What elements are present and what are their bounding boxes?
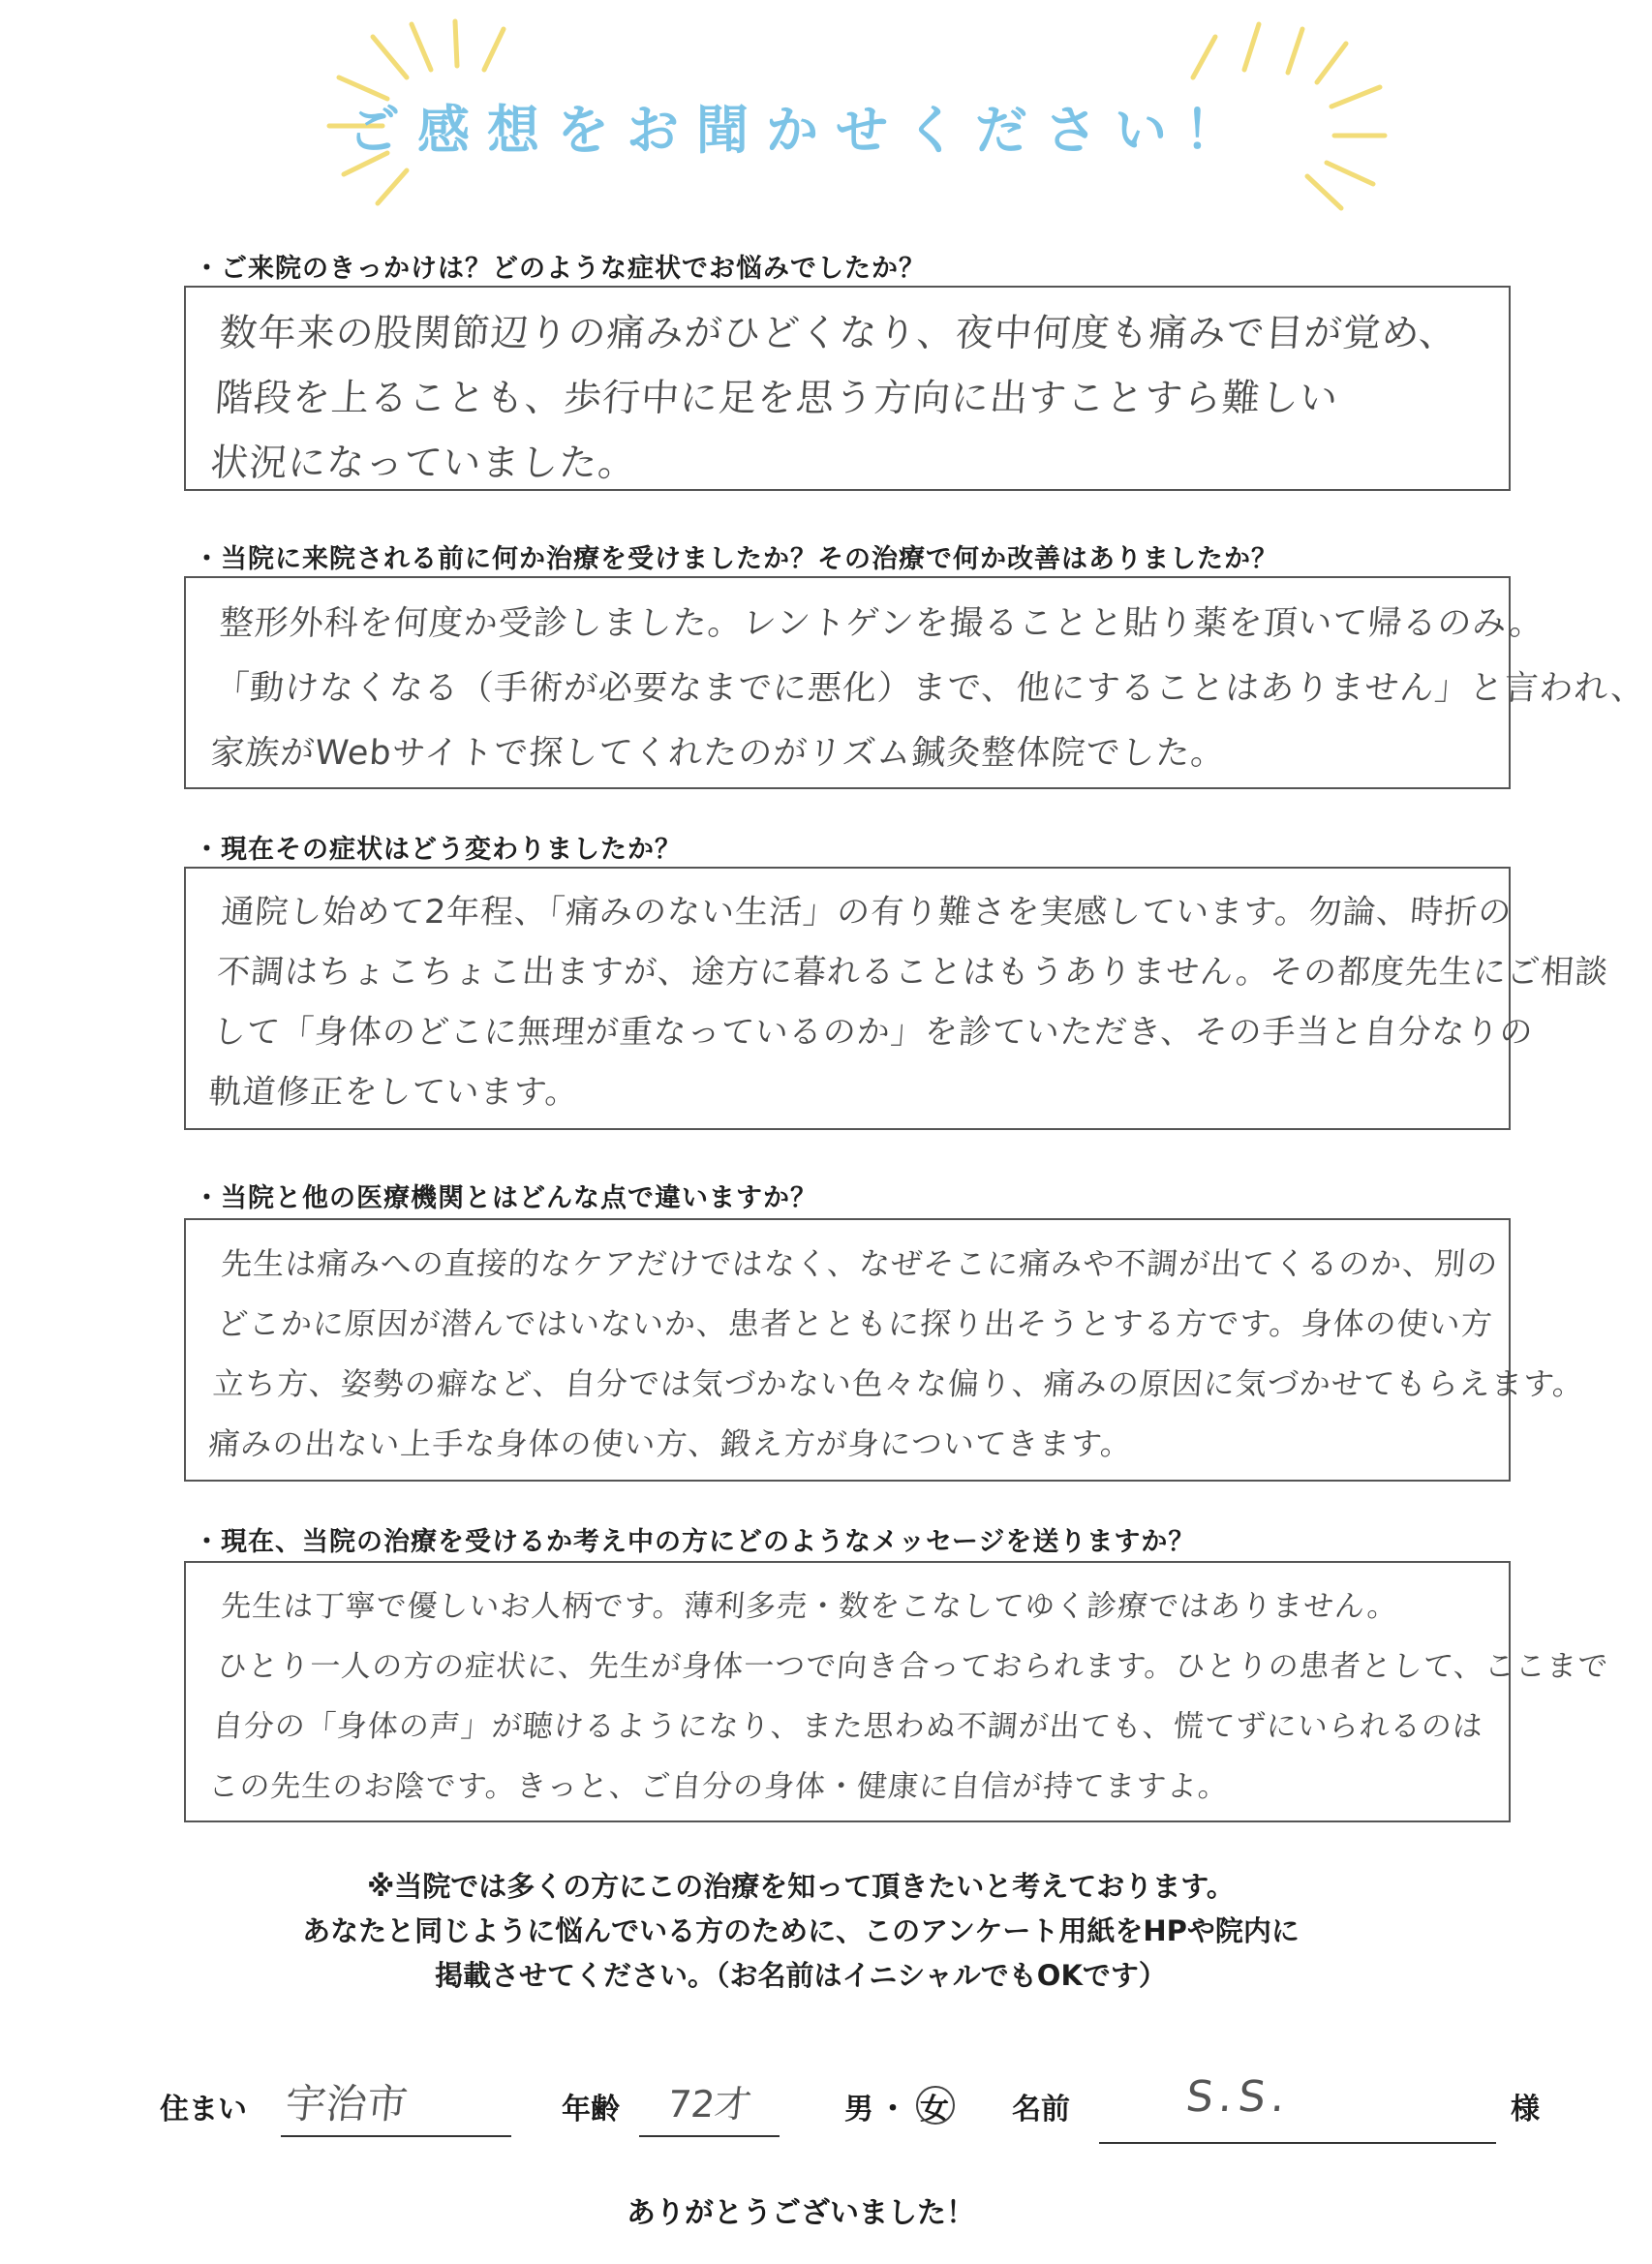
answer-line: 立ち方、姿勢の癖など、自分では気づかない色々な偏り、痛みの原因に気づかせてもらえます。 xyxy=(211,1365,1586,1402)
question-1: ・ご来院のきっかけは？どのような症状でお悩みでしたか？ xyxy=(194,254,926,284)
notice-line: 掲載させてください。（お名前はイニシャルでもOKです） xyxy=(435,1959,1167,1992)
answer-box-1 xyxy=(184,286,1511,491)
question-2: ・当院に来院される前に何か治療を受けましたか？その治療で何か改善はありましたか？ xyxy=(194,544,1278,574)
answer-line: 軌道修正をしています。 xyxy=(207,1073,581,1112)
gender-male: 男 xyxy=(844,2093,873,2126)
survey-header xyxy=(0,0,1602,223)
answer-line: ひとり一人の方の症状に、先生が身体一つで向き合っておられます。ひとりの患者として、ここまで xyxy=(215,1649,1610,1684)
residence-label: 住まい xyxy=(160,2093,247,2126)
answer-line: 階段を上ることも、歩行中に足を思う方向に出すことすら難しい xyxy=(213,377,1340,420)
answer-text-2 xyxy=(208,592,1647,786)
age-value: 72才 xyxy=(665,2083,754,2126)
age-label: 年齢 xyxy=(562,2093,620,2126)
residence-underline xyxy=(281,2135,511,2137)
answer-line: 痛みの出ない上手な身体の使い方、鍛え方が身についてきます。 xyxy=(207,1425,1134,1462)
answer-line: この先生のお陰です。きっと、ご自分の身体・健康に自信が持てますよ。 xyxy=(207,1769,1231,1804)
answer-line: 整形外科を何度か受診しました。レントゲンを撮ることと貼り薬を頂いて帰るのみ。 xyxy=(218,604,1545,643)
answer-box-5 xyxy=(184,1561,1610,1822)
answer-line: 通院し始めて2年程、「痛みのない生活」の有り難さを実感しています。勿論、時折の xyxy=(220,893,1514,932)
consent-notice xyxy=(0,1864,1602,1998)
gender-female: 女 xyxy=(920,2093,949,2126)
answer-text-3 xyxy=(206,882,1610,1122)
page-title: ご感想をお聞かせください！ xyxy=(348,100,1254,161)
answer-line: 先生は丁寧で優しいお人柄です。薄利多売・数をこなしてゆく診療ではありません。 xyxy=(220,1589,1400,1624)
age-underline xyxy=(639,2135,780,2137)
answer-box-3 xyxy=(184,867,1610,1130)
thanks-message: ありがとうございました！ xyxy=(627,2196,975,2230)
notice-line: ※当院では多くの方にこの治療を知って頂きたいと考えております。 xyxy=(367,1870,1235,1903)
notice-line: あなたと同じように悩んでいる方のために、このアンケート用紙をHPや院内に xyxy=(302,1914,1300,1947)
answer-text-4 xyxy=(206,1234,1586,1474)
answer-line: 不調はちょこちょこ出ますが、途方に暮れることはもうありません。その都度先生にご相談 xyxy=(215,953,1610,992)
answer-line: 数年来の股関節辺りの痛みがひどくなり、夜中何度も痛みで目が覚め、 xyxy=(218,312,1459,355)
answer-box-2 xyxy=(184,576,1647,789)
answer-line: どこかに原因が潜んではいないか、患者とともに探り出そうとする方です。身体の使い方 xyxy=(215,1305,1494,1342)
gender-separator: ・ xyxy=(878,2093,907,2126)
answer-text-5 xyxy=(206,1576,1610,1817)
gender-selected-circle-icon xyxy=(916,2086,955,2125)
answer-line: 先生は痛みへの直接的なケアだけではなく、なぜそこに痛みや不調が出てくるのか、別の xyxy=(220,1245,1500,1282)
answer-line: 家族がWebサイトで探してくれたのがリズム鍼灸整体院でした。 xyxy=(208,734,1227,773)
question-3: ・現在その症状はどう変わりましたか？ xyxy=(194,835,682,865)
answer-line: 自分の「身体の声」が聴けるようになり、また思わぬ不調が出ても、慌てずにいられるのは xyxy=(211,1709,1485,1744)
question-4: ・当院と他の医療機関とはどんな点で違いますか？ xyxy=(194,1183,817,1213)
answer-line: 状況になっていました。 xyxy=(208,442,638,485)
honorific: 様 xyxy=(1511,2093,1540,2126)
answer-line: して「身体のどこに無理が重なっているのか」を診ていただき、その手当と自分なりの xyxy=(211,1013,1535,1052)
answer-text-1 xyxy=(208,301,1496,496)
answer-line: 「動けなくなる（手術が必要なまでに悪化）まで、他にすることはありません」と言われ、 xyxy=(213,669,1647,708)
question-5: ・現在、当院の治療を受けるか考え中の方にどのようなメッセージを送りますか？ xyxy=(194,1527,1196,1557)
name-underline xyxy=(1099,2142,1496,2144)
name-value: S.S. xyxy=(1183,2072,1294,2122)
answer-box-4 xyxy=(184,1218,1586,1482)
residence-value: 宇治市 xyxy=(283,2080,411,2127)
name-label: 名前 xyxy=(1012,2093,1070,2126)
